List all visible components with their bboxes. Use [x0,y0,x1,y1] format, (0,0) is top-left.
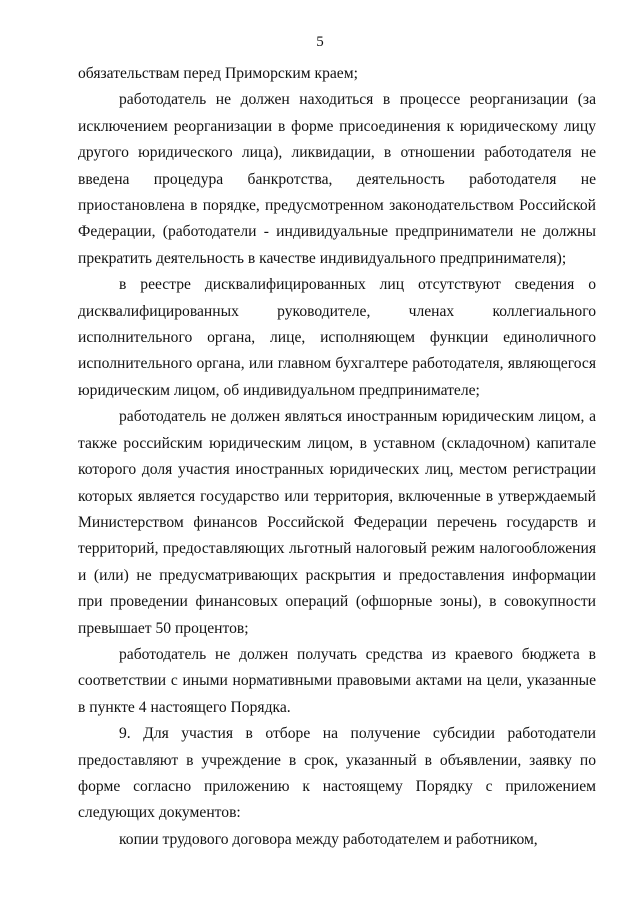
page-number: 5 [316,34,324,50]
paragraph-item-9: 9. Для участия в отборе на получение субсидии работодатели предоставляют в учреждение в срок, указанный в объявлении, заявку по форме согласно приложению к настоящему Порядку с приложением следующих документов: [78,725,596,822]
paragraph-reorganization: работодатель не должен находиться в процессе реорганизации (за исключением реорганизации в форме присоединения к юридическому лицу другого юридического лица), ликвидации, в отношении работодателя не введена процедура банкротства, деятельность работодателя не приостановлена в порядке, предусмотренном законодательством Российской Федерации, (работодатели - индивидуальные предприниматели не должны прекратить деятельность в качестве индивидуального предпринимателя); [78,91,596,267]
paragraph-regional-budget: работодатель не должен получать средства из краевого бюджета в соответствии с иными нормативными правовыми актами на цели, указанные в пункте 4 настоящего Порядка. [78,645,596,716]
paragraph-continuation: обязательствам перед Приморским краем; [78,65,358,82]
body-text [78,61,596,853]
paragraph-disqualified-registry: в реестре дисквалифицированных лиц отсутствуют сведения о дисквалифицированных руководителе, членах коллегиального исполнительного органа, лице, исполняющем функции единоличного исполнительного органа, или главном бухгалтере работодателя, являющегося юридическим лицом, об индивидуальном предпринимателе; [78,276,596,399]
paragraph-foreign-entity: работодатель не должен являться иностранным юридическим лицом, а также российским юридическим лицом, в уставном (складочном) капитале которого доля участия иностранных юридических лиц, местом регистрации которых является государство или территория, включенные в утверждаемый Министерством финансов Российской Федерации перечень государств и территорий, предоставляющих льготный налоговый режим налогообложения и (или) не предусматривающих раскрытия и предоставления информации при проведении финансовых операций (офшорные зоны), в совокупности превышает 50 процентов; [78,408,596,637]
paragraph-employment-contract: копии трудового договора между работодателем и работником, [119,830,538,848]
